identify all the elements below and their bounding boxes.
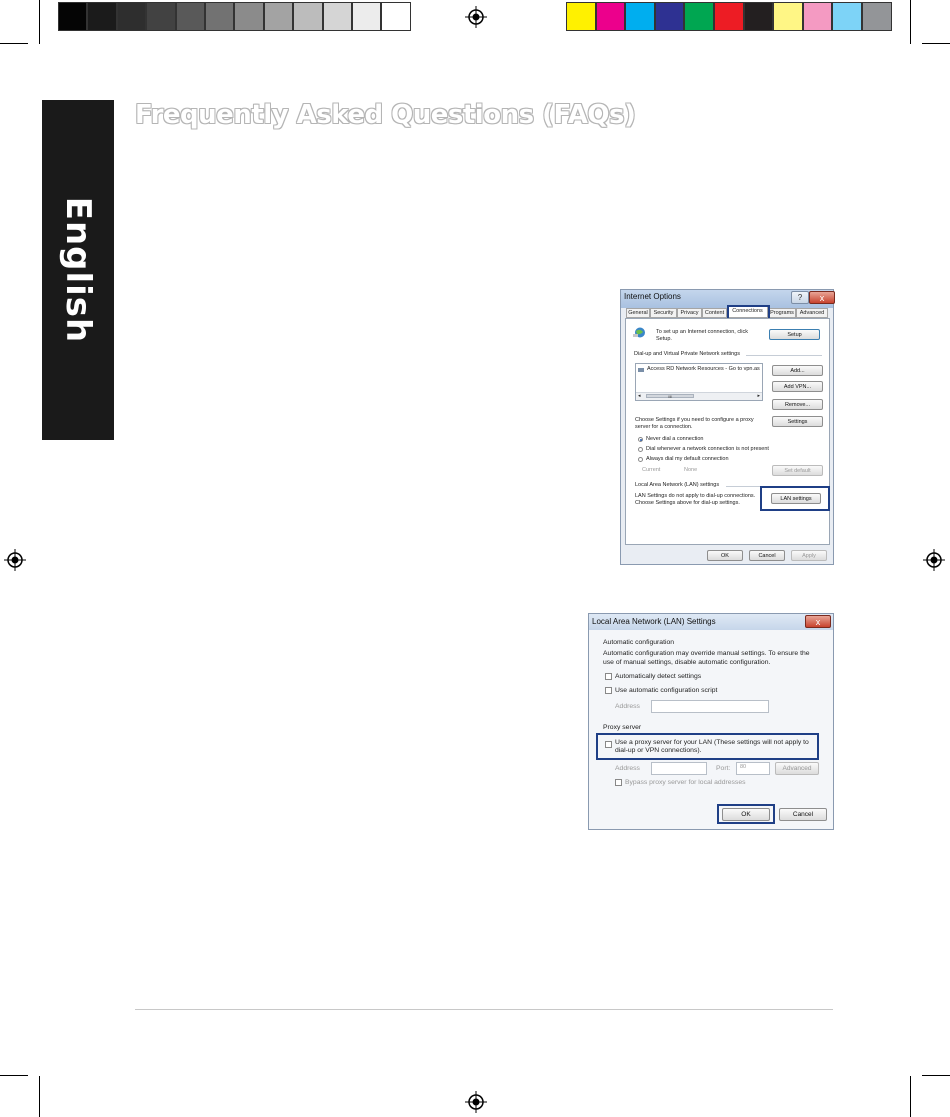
process-color-swatch [684,2,714,31]
language-label: English [58,196,98,344]
scroll-right-icon[interactable]: ▸ [757,393,760,399]
proxy-text-line-1: Choose Settings if you need to configure a proxy [635,417,754,423]
proxy-checkbox-highlight [596,733,819,760]
port-label: Port: [716,765,731,772]
crop-mark [910,1076,911,1117]
list-item[interactable]: Access RD Network Resources - Go to vpn.as [647,366,760,372]
tab-privacy[interactable]: Privacy [677,308,702,318]
process-color-swatch [773,2,803,31]
process-color-swatch [714,2,744,31]
use-script-label[interactable]: Use automatic configuration script [615,687,718,694]
proxy-address-input[interactable] [651,762,707,775]
radio-never-dial-label[interactable]: Never dial a connection [646,436,704,442]
bypass-checkbox[interactable] [615,779,622,786]
crop-mark [39,1076,40,1117]
crop-mark [922,43,950,44]
proxy-server-heading: Proxy server [603,724,642,731]
horizontal-scrollbar[interactable] [636,392,762,400]
title-bar [589,614,833,630]
tab-advanced[interactable]: Advanced [796,308,828,318]
dialog-title: Local Area Network (LAN) Settings [592,617,716,626]
radio-always-dial[interactable] [638,457,643,462]
registration-mark-icon [465,1091,487,1113]
process-color-swatch [655,2,685,31]
grayscale-swatch [323,2,352,31]
auto-detect-checkbox[interactable] [605,673,612,680]
setup-text-line-2: Setup. [656,336,672,342]
radio-dial-whenever-label[interactable]: Dial whenever a network connection is not present [646,446,769,452]
lan-text-line-2: Choose Settings above for dial-up settings. [635,500,740,506]
grayscale-swatch [352,2,381,31]
use-proxy-label-line-2[interactable]: dial-up or VPN connections). [615,747,702,754]
grayscale-swatch [205,2,234,31]
tab-content[interactable]: Content [702,308,727,318]
auto-config-heading: Automatic configuration [603,639,675,646]
grayscale-swatch [381,2,410,31]
add-button[interactable]: Add... [772,365,823,376]
dialog-title: Internet Options [624,292,681,301]
vpn-connection-icon [638,367,645,373]
use-script-checkbox[interactable] [605,687,612,694]
tab-connections[interactable]: Connections [727,306,768,318]
process-color-swatch [803,2,833,31]
help-button[interactable]: ? [791,291,809,304]
setup-text-line-1: To set up an Internet connection, click [656,329,749,335]
internet-options-dialog [620,289,834,565]
ok-button[interactable]: OK [722,808,770,821]
scroll-thumb[interactable]: III [646,394,694,398]
footer-rule [135,1009,833,1010]
advanced-button[interactable]: Advanced [775,762,819,775]
registration-mark-icon [465,6,487,28]
grayscale-swatch [146,2,175,31]
add-vpn-button[interactable]: Add VPN... [772,381,823,392]
current-value: None [684,467,698,473]
tab-general[interactable]: General [626,308,650,318]
lan-heading: Local Area Network (LAN) settings [635,482,720,488]
close-button[interactable]: x [805,615,831,628]
crop-mark [0,43,28,44]
grayscale-swatch [234,2,263,31]
proxy-address-label: Address [615,765,640,772]
globe-icon [633,327,646,338]
grayscale-swatch [176,2,205,31]
grayscale-swatch [87,2,116,31]
grayscale-swatch [117,2,146,31]
tab-programs[interactable]: Programs [768,308,796,318]
divider [746,355,822,356]
set-default-button[interactable]: Set default [772,465,823,476]
lan-settings-dialog [588,613,834,830]
remove-button[interactable]: Remove... [772,399,823,410]
process-color-swatch [744,2,774,31]
setup-button[interactable]: Setup [769,329,820,340]
crop-mark [910,0,911,44]
script-address-label: Address [615,703,640,710]
cancel-button[interactable]: Cancel [749,550,785,561]
page-title: Frequently Asked Questions (FAQs) [135,100,636,130]
grayscale-swatch [58,2,87,31]
registration-mark-icon [923,549,945,571]
ok-button[interactable]: OK [707,550,743,561]
language-side-tab [42,100,114,440]
grayscale-swatch [264,2,293,31]
process-color-swatch [596,2,626,31]
proxy-text-line-2: server for a connection. [635,424,693,430]
lan-settings-highlight [760,486,830,511]
crop-mark [922,1075,950,1076]
close-button[interactable]: x [809,291,835,304]
ok-button-highlight [717,804,775,824]
lan-settings-button[interactable]: LAN settings [771,493,821,504]
crop-mark [39,0,40,44]
process-color-swatch [832,2,862,31]
scroll-left-icon[interactable]: ◂ [638,393,641,399]
radio-never-dial[interactable] [638,437,643,442]
use-proxy-label-line-1[interactable]: Use a proxy server for your LAN (These settings will not apply to [615,739,809,746]
registration-mark-icon [4,549,26,571]
settings-button[interactable]: Settings [772,416,823,427]
process-color-swatch [566,2,596,31]
process-color-swatch [625,2,655,31]
current-label: Current [642,467,661,473]
radio-always-dial-label[interactable]: Always dial my default connection [646,456,729,462]
process-color-swatch [862,2,892,31]
port-input[interactable]: 80 [736,762,770,775]
auto-config-text-line-1: Automatic configuration may override manual settings. To ensure the [603,650,810,657]
cancel-button[interactable]: Cancel [779,808,827,821]
lan-text-line-1: LAN Settings do not apply to dial-up connections. [635,493,756,499]
crop-mark [0,1075,28,1076]
connection-list[interactable] [635,363,763,401]
apply-button[interactable]: Apply [791,550,827,561]
script-address-input[interactable] [651,700,769,713]
dialup-heading: Dial-up and Virtual Private Network settings [634,351,740,357]
tab-security[interactable]: Security [650,308,677,318]
auto-config-text-line-2: use of manual settings, disable automatic configuration. [603,659,771,666]
auto-detect-label[interactable]: Automatically detect settings [615,673,702,680]
radio-dial-whenever[interactable] [638,447,643,452]
grayscale-swatch [293,2,322,31]
bypass-label[interactable]: Bypass proxy server for local addresses [625,779,746,786]
